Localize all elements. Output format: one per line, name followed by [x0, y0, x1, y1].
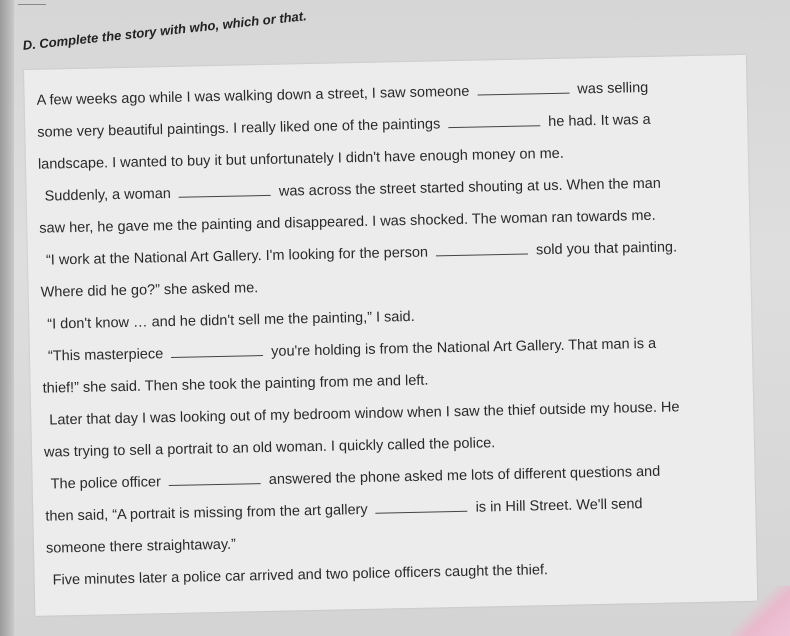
story-line	[42, 372, 428, 398]
top-mark	[18, 0, 46, 5]
answer-blank[interactable]	[169, 471, 261, 486]
story-card	[24, 55, 757, 616]
story-line	[44, 175, 661, 206]
story-line	[45, 495, 643, 526]
line-text: he had. It was a	[548, 111, 651, 131]
answer-blank[interactable]	[448, 113, 540, 128]
story-line	[37, 111, 651, 142]
story-line	[46, 238, 677, 269]
line-text: answered the phone asked me lots of different questions and	[268, 463, 661, 488]
line-text: Where did he go?” she asked me.	[40, 280, 259, 301]
line-text: thief!” she said. Then she took the painting from me and left.	[42, 372, 429, 397]
line-text: is in Hill Street. We'll send	[475, 496, 643, 516]
answer-blank[interactable]	[477, 81, 569, 96]
exercise-heading: D. Complete the story with who, which or that.	[22, 8, 308, 53]
story-line	[38, 145, 564, 174]
line-text: sold you that painting.	[535, 239, 678, 259]
story-line	[50, 463, 660, 494]
line-text: then said, “A portrait is missing from the art gallery	[45, 501, 368, 525]
line-text: was selling	[577, 79, 649, 98]
line-text: some very beautiful paintings. I really liked one of the paintings	[37, 116, 441, 141]
line-text: was across the street started shouting at us. When the man	[278, 175, 662, 200]
answer-blank[interactable]	[171, 343, 263, 358]
line-text: you're holding is from the National Art Gallery. That man is a	[271, 335, 657, 360]
answer-blank[interactable]	[436, 241, 528, 256]
story-line	[40, 279, 258, 302]
line-text: “This masterpiece	[47, 346, 164, 365]
line-text: “I don't know … and he didn't sell me the painting,” I said.	[47, 308, 415, 333]
line-text: saw her, he gave me the painting and disappeared. I was shocked. The woman ran towards me.	[39, 207, 656, 237]
story-line	[46, 536, 236, 558]
line-text: “I work at the National Art Gallery. I'm looking for the person	[45, 244, 429, 269]
story-line	[48, 335, 657, 366]
pink-page-corner	[730, 586, 790, 636]
line-text: someone there straightaway.”	[45, 536, 237, 557]
line-text: landscape. I wanted to buy it but unfortunately I didn't have enough money on me.	[37, 145, 564, 173]
story-line	[36, 79, 648, 110]
answer-blank[interactable]	[375, 499, 467, 514]
story-line	[44, 434, 496, 461]
line-text: Later that day I was looking out of my bedroom window when I saw the thief outside my house. He	[49, 399, 680, 429]
story-line	[39, 207, 656, 238]
story-line	[53, 561, 549, 589]
answer-blank[interactable]	[179, 183, 271, 198]
story-line	[47, 308, 415, 334]
line-text: A few weeks ago while I was walking down a street, I saw someone	[36, 83, 470, 109]
story-line	[49, 398, 680, 429]
line-text: Five minutes later a police car arrived and two police officers caught the thief.	[52, 562, 549, 589]
book-binding	[0, 0, 14, 636]
line-text: The police officer	[50, 474, 161, 493]
line-text: Suddenly, a woman	[44, 185, 172, 205]
line-text: was trying to sell a portrait to an old woman. I quickly called the police.	[43, 435, 496, 461]
